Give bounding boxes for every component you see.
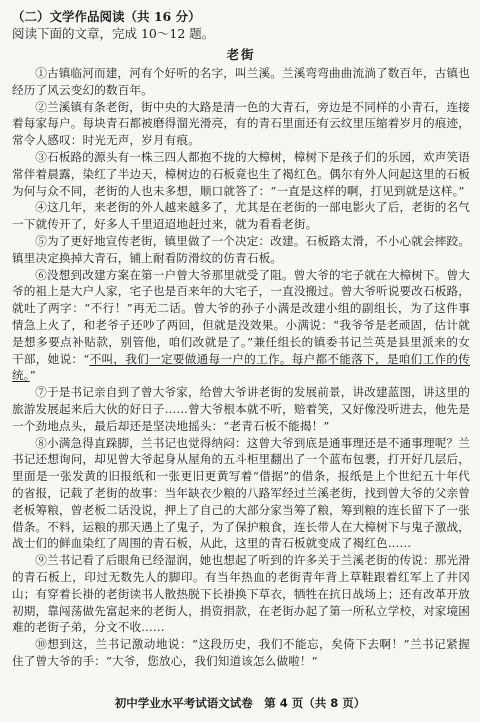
exam-page: [12, 8, 470, 670]
reading-instruction: 阅读下面的文章，完成 10～12 题。: [12, 26, 215, 41]
page-footer: 初中学业水平考试语文试卷 第 4 页（共 8 页）: [114, 696, 366, 710]
paragraph-1: ①古镇临河而建，河有个好听的名字，叫兰溪。兰溪弯弯曲曲流淌了数百年，古镇也经历了风云变幻的数百年。: [12, 66, 470, 97]
paragraph-4: ④这几年，来老街的外人越来越多了，尤其是在老街的一部电影火了后，老街的名气一下就传开了，好多人千里迢迢地赶过来，就为看看老街。: [12, 200, 470, 232]
paragraph-3: ③石板路的源头有一株三四人都抱不拢的大樟树，樟树下是孩子们的乐园，欢声笑语常伴着晨露，染红了半边天，樟树边的石板竟也生了褐红色。偶尔有外人问起这里的石板为何与众不同，老街的人也未多想，顺口就答了：“一直是这样的啊，打见到就是这样。”: [12, 149, 471, 198]
quote-close: ”: [29, 368, 36, 383]
section-title: （二）文学作品阅读（共 16 分）: [12, 9, 201, 24]
paragraph-2: ②兰溪镇有条老街，街中央的大路是清一色的大青石，旁边是不同样的小青石，连接着每家每户。每块青石都被磨得溜光滑亮，有的青石里面还有云纹里压缩着岁月的痕迹，常令人感叹：时光无声，岁月有痕。: [12, 99, 471, 148]
underlined-quote: 不叫，我们一定要做通每一户的工作。每户都不能落下，是咱们工作的传统。: [12, 351, 470, 383]
paragraph-7: ⑦于是书记亲自到了曾大爷家，给曾大爷讲老街的发展前景，讲改建蓝图，讲这里的旅游发展起来后大伙的好日子……曾大爷根本就不听，赔着笑，又好像没听进去，他先是一个劲地点头，最后却还是坚决地摇头：“老青石板不能揭！”: [12, 385, 471, 433]
article-title: 老街: [226, 47, 256, 62]
paragraph-10: ⑩想到这，兰书记激动地说：“这段历史，我们不能忘，矣倚下去啊！”兰书记紧握住了曾大爷的手：“大爷，您放心，我们知道该怎么做啦！”: [12, 637, 470, 668]
paragraph-5: ⑤为了更好地宣传老街，镇里做了一个决定：改建。石板路太滑，不小心就会摔跤。镇里决定换掉大青石，铺上耐看防滑纹的仿青石板。: [12, 233, 470, 265]
paragraph-8: ⑧小满急得直跺脚，兰书记也觉得纳闷：这曾大爷到底是通事理还是不通事理呢？兰书记还想询问，却见曾大爷起身从屋角的五斗柜里翻出了一个蓝布包裹，打开好几层后，里面是一张发黄的旧报纸和一张更旧更黄写着“借据”的借条，报纸是上个世纪五十年代的省报，记载了老街的故事：当年缺衣少粮的八路军经过兰溪老街，找到曾大爷的父亲曾老板筹粮，曾老板二话没说，押上了自己的大部分家当筹了粮，筹到粮的连长留下了一张借条。不料，运粮的那天遇上了鬼子，为了保护粮食，连长带人在大樟树下与鬼子激战，战士们的鲜血染红了周围的青石板，从此，这里的青石板就变成了褐红色……: [12, 435, 471, 551]
paragraph-6: [12, 267, 470, 385]
paragraph-6-text: ⑥没想到改建方案在第一户曾大爷那里就受了阻。曾大爷的宅子就在大樟树下。曾大爷的祖上是大户人家，宅子也是百来年的大宅子，一直没搬过。曾大爷听说要改石板路，就吐了两字：“不行！”再无二话。曾大爷的孙子小满是改建小组的副组长，为了这件事情急上火了，和老爷子还吵了两回，但就是没效果。小满说：“我爷爷是老顽固，估计就是想多要点补贴款，别管他，咱们改就是了。”兼任组长的镇委书记兰英是县里派来的女干部，她说：“: [12, 267, 471, 366]
paragraph-9: ⑨兰书记看了后眼角已经湿润，她也想起了听到的许多关于兰溪老街的传说：那光滑的青石板上，印过无数先人的脚印。有当年热血的老街青年背上草鞋跟着红军上了井冈山；有穿着长褂的老街读书人散热脱下长褂换下草衣，牺牲在抗日战场上；还有改革开放初期，靠闯荡做先富起来的老街人，捐资捐款，在老街办起了第一所私立学校，对家境困难的老街子弟，分文不收……: [12, 553, 471, 635]
